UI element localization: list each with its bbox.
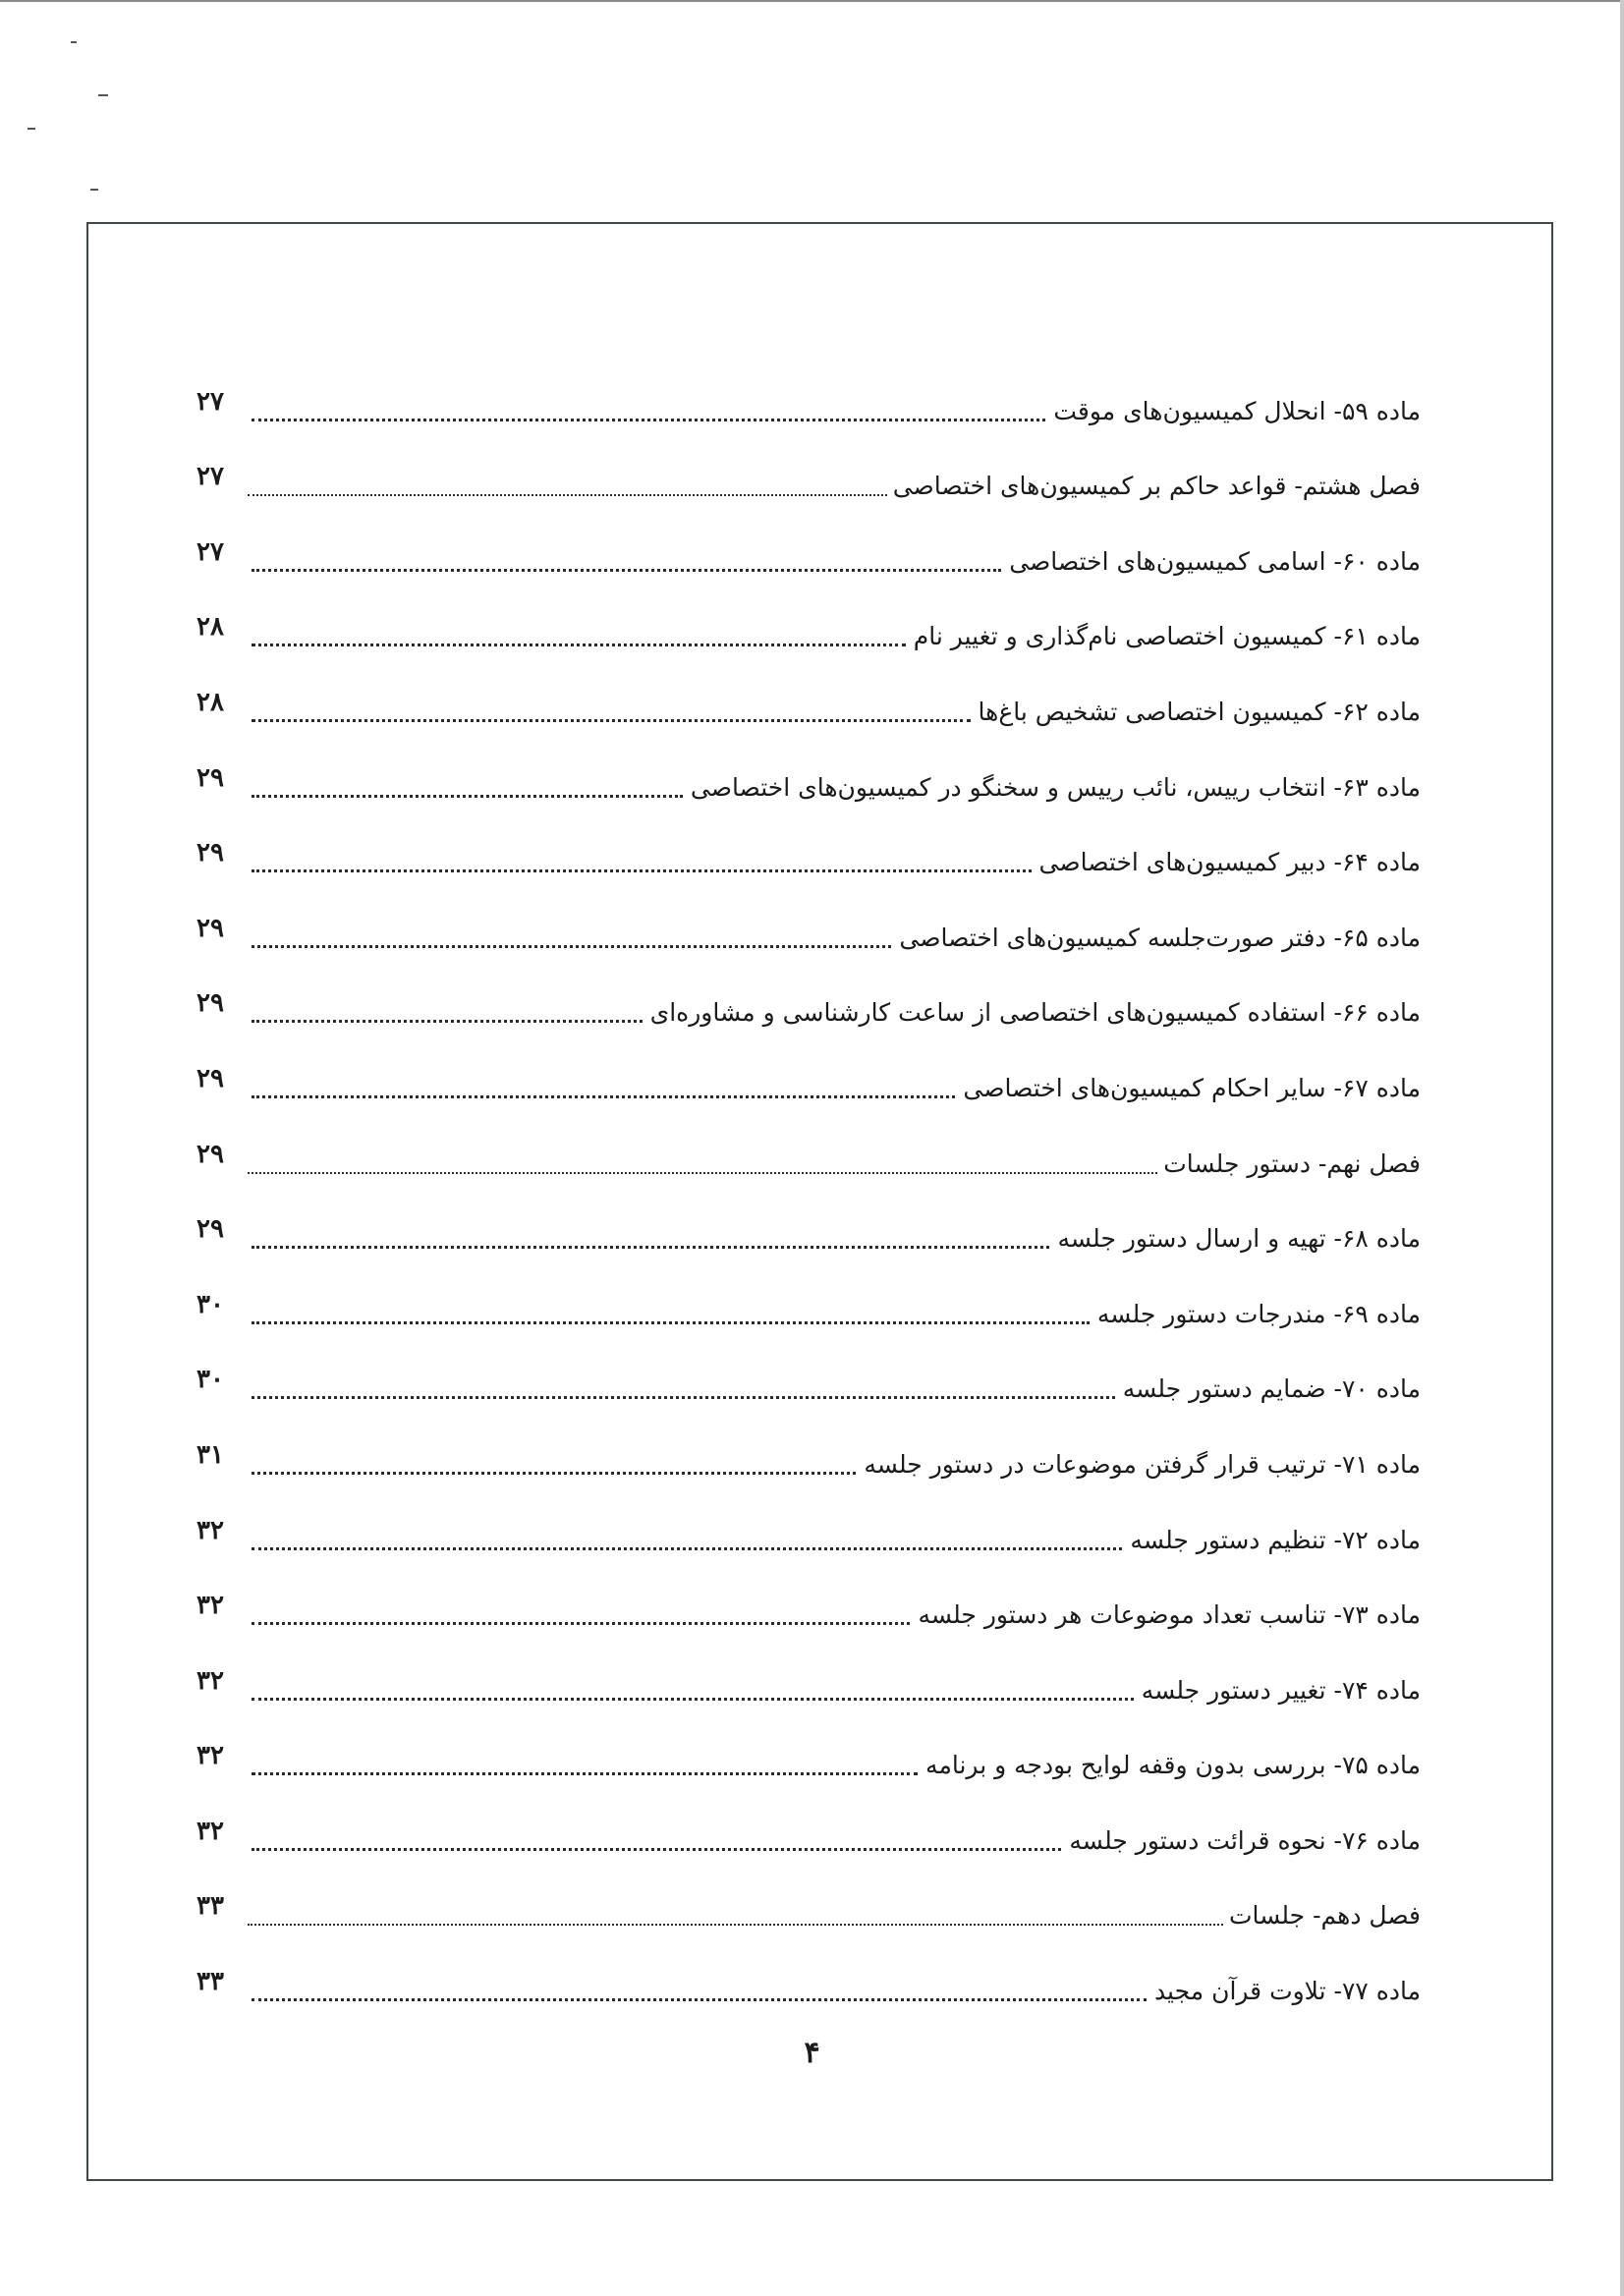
toc-leader-dots: [252, 1998, 1147, 2001]
toc-entry-page: ۲۸: [196, 687, 224, 717]
toc-entry[interactable]: [196, 1710, 1421, 1786]
toc-entry-title: ماده ۵۹- انحلال کمیسیون‌های موقت: [1053, 396, 1421, 425]
toc-leader-dots: [252, 1772, 918, 1775]
toc-leader-dots: [252, 795, 683, 798]
toc-entry-title: ماده ۶۰- اسامی کمیسیون‌های اختصاصی: [1009, 546, 1421, 576]
page-number: ۴: [804, 2036, 820, 2070]
toc-leader-dots: [252, 569, 1001, 572]
toc-entry-title: ماده ۶۵- دفتر صورت‌جلسه کمیسیون‌های اختصاصی: [899, 923, 1421, 952]
toc-leader-dots: [248, 1924, 1223, 1926]
toc-entry-title: ماده ۶۶- استفاده کمیسیون‌های اختصاصی از ساعت کارشناسی و مشاوره‌ای: [649, 998, 1421, 1028]
toc-leader-dots: [252, 1396, 1115, 1399]
toc-entry-title: فصل هشتم- قواعد حاکم بر کمیسیون‌های اختصاصی: [892, 472, 1421, 501]
toc-entry[interactable]: [196, 958, 1421, 1034]
toc-entry-page: ۳۱: [196, 1439, 224, 1470]
toc-entry-page: ۳۲: [196, 1741, 224, 1771]
scan-speck: [98, 94, 108, 96]
toc-leader-dots: [248, 494, 887, 496]
toc-leader-dots: [252, 1246, 1049, 1249]
toc-entry-title: ماده ۷۷- تلاوت قرآن مجید: [1153, 1977, 1421, 2006]
toc-entry[interactable]: [196, 732, 1421, 808]
toc-entry-page: ۳۲: [196, 1665, 224, 1696]
toc-entry[interactable]: [196, 356, 1421, 431]
toc-entry-page: ۳۰: [196, 1365, 224, 1395]
toc-entry-title: ماده ۶۱- کمیسیون اختصاصی نام‌گذاری و تغییر نام: [913, 622, 1421, 651]
toc-entry-page: ۲۷: [196, 462, 224, 492]
toc-chapter-entry[interactable]: [196, 1108, 1421, 1184]
toc-chapter-entry[interactable]: [196, 431, 1421, 507]
toc-leader-dots: [248, 1172, 1157, 1174]
toc-entry-title: فصل نهم- دستور جلسات: [1163, 1148, 1421, 1178]
toc-entry[interactable]: [196, 506, 1421, 582]
toc-entry[interactable]: [196, 1184, 1421, 1260]
toc-entry-page: ۳۰: [196, 1289, 224, 1319]
toc-entry-title: ماده ۷۲- تنظیم دستور جلسه: [1130, 1525, 1421, 1554]
toc-leader-dots: [252, 1547, 1122, 1550]
toc-leader-dots: [252, 1472, 856, 1475]
toc-entry-title: ماده ۷۳- تناسب تعداد موضوعات هر دستور جلسه: [918, 1600, 1421, 1630]
toc-entry[interactable]: [196, 1560, 1421, 1636]
table-of-contents: [196, 356, 1421, 2011]
toc-entry-title: ماده ۶۷- سایر احکام کمیسیون‌های اختصاصی: [963, 1073, 1421, 1102]
toc-entry-title: فصل دهم- جلسات: [1228, 1901, 1421, 1931]
toc-leader-dots: [252, 419, 1045, 421]
toc-entry[interactable]: [196, 1409, 1421, 1484]
toc-entry[interactable]: [196, 582, 1421, 657]
scan-speck: [90, 189, 98, 191]
toc-leader-dots: [252, 1020, 643, 1023]
toc-entry-page: ۲۹: [196, 1063, 224, 1093]
toc-leader-dots: [252, 644, 906, 646]
toc-leader-dots: [252, 1095, 955, 1098]
toc-entry-page: ۳۲: [196, 1816, 224, 1846]
toc-entry[interactable]: [196, 1484, 1421, 1560]
toc-chapter-entry[interactable]: [196, 1861, 1421, 1936]
toc-entry-title: ماده ۶۹- مندرجات دستور جلسه: [1096, 1299, 1421, 1328]
toc-entry-title: ماده ۷۶- نحوه قرائت دستور جلسه: [1069, 1825, 1421, 1855]
toc-entry-title: ماده ۶۳- انتخاب رییس، نائب رییس و سخنگو در کمیسیون‌های اختصاصی: [690, 772, 1421, 802]
toc-leader-dots: [252, 719, 971, 722]
toc-entry-page: ۲۷: [196, 386, 224, 417]
toc-entry[interactable]: [196, 1935, 1421, 2011]
toc-entry[interactable]: [196, 882, 1421, 958]
toc-entry[interactable]: [196, 1033, 1421, 1108]
toc-leader-dots: [252, 1848, 1061, 1851]
toc-leader-dots: [252, 945, 891, 948]
toc-entry-title: ماده ۶۲- کمیسیون اختصاصی تشخیص باغ‌ها: [978, 697, 1421, 726]
toc-entry[interactable]: [196, 1635, 1421, 1710]
toc-entry-page: ۳۳: [196, 1891, 224, 1922]
toc-entry-page: ۲۹: [196, 1139, 224, 1169]
toc-entry-page: ۳۲: [196, 1591, 224, 1621]
toc-entry-page: ۲۹: [196, 1214, 224, 1245]
scan-top-edge: [0, 0, 1624, 2]
toc-entry[interactable]: [196, 1785, 1421, 1861]
toc-entry[interactable]: [196, 1259, 1421, 1334]
toc-entry-page: ۲۷: [196, 536, 224, 567]
toc-entry-page: ۳۲: [196, 1515, 224, 1545]
scan-speck: [71, 41, 77, 43]
toc-leader-dots: [252, 1698, 1134, 1701]
toc-leader-dots: [252, 1622, 910, 1625]
toc-entry-title: ماده ۷۰- ضمایم دستور جلسه: [1122, 1374, 1421, 1404]
toc-entry-page: ۳۳: [196, 1967, 224, 1997]
toc-entry-page: ۲۹: [196, 762, 224, 793]
scan-speck: [28, 128, 35, 130]
scan-right-edge: [1620, 0, 1624, 2296]
toc-entry-title: ماده ۷۵- بررسی بدون وقفه لوایح بودجه و برنامه: [925, 1751, 1421, 1780]
toc-entry[interactable]: [196, 656, 1421, 732]
toc-entry-title: ماده ۶۴- دبیر کمیسیون‌های اختصاصی: [1038, 848, 1421, 877]
toc-leader-dots: [252, 869, 1032, 872]
toc-entry-page: ۲۹: [196, 988, 224, 1019]
toc-entry[interactable]: [196, 808, 1421, 883]
toc-entry-page: ۲۹: [196, 838, 224, 868]
toc-entry-title: ماده ۷۴- تغییر دستور جلسه: [1141, 1675, 1421, 1705]
toc-entry-title: ماده ۷۱- ترتیب قرار گرفتن موضوعات در دستور جلسه: [864, 1449, 1421, 1479]
toc-entry[interactable]: [196, 1334, 1421, 1410]
toc-leader-dots: [252, 1321, 1090, 1324]
toc-entry-page: ۲۸: [196, 612, 224, 643]
toc-entry-title: ماده ۶۸- تهیه و ارسال دستور جلسه: [1057, 1224, 1421, 1254]
toc-entry-page: ۲۹: [196, 913, 224, 943]
